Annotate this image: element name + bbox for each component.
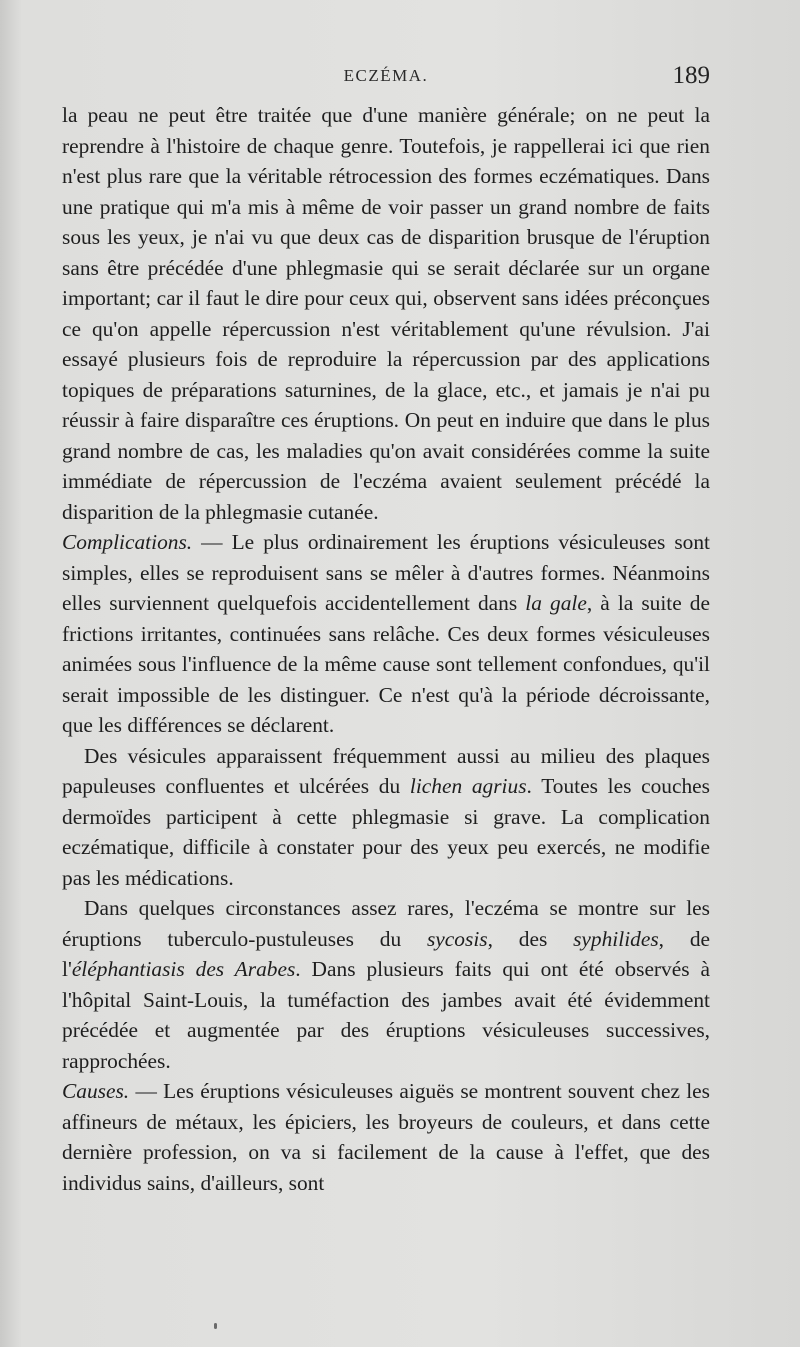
italic-term: syphilides: [573, 926, 659, 951]
page-number: 189: [672, 62, 710, 89]
paragraph-text: , à la suite de frictions irritantes, continuées sans relâche. Ces deux formes vésiculeuses animées sous l'influence de la même cause sont tellement confondues, qu'il serait impossible de les distinguer. Ce n'est qu'à la période décroissante, que les différences se déclarent.: [62, 591, 710, 737]
paragraph-text: . Toutes les couches dermoïdes participent à cette phlegmasie si grave. La complication eczématique, difficile à constater pour des yeux peu exercés, ne modifie pas les médications.: [62, 774, 710, 890]
paragraph-text: . Dans plusieurs faits qui ont été observés à l'hôpital Saint-Louis, la tuméfaction des jambes avait été évidemment précédée et augmentée par des éruptions vésiculeuses successives, rapprochées.: [62, 957, 710, 1073]
running-head: ECZÉMA.: [343, 66, 429, 85]
paragraph-text: , des: [487, 926, 574, 951]
paragraph-text: — Les éruptions vésiculeuses aiguës se montrent souvent chez les affineurs de métaux, les épiciers, les broyeurs de couleurs, et dans cette dernière profession, on va si facilement de la cause à l'effet, que des individus sains, d'ailleurs, sont: [62, 1079, 710, 1195]
paragraph-lichen: [62, 741, 710, 894]
body-text: [62, 100, 710, 1198]
paragraph-sycosis: [62, 893, 710, 1076]
italic-term: lichen agrius: [409, 774, 527, 798]
paragraph-text: Dans quelques circonstances assez rares, l'eczéma se montre sur les éruptions tuberculo-pustuleuses du: [62, 896, 710, 951]
section-lead-complications: Complications.: [62, 530, 193, 554]
section-lead-causes: Causes.: [62, 1079, 130, 1103]
paragraph-causes: [62, 1076, 710, 1198]
paragraph-text: la peau ne peut être traitée que d'une manière générale; on ne peut la reprendre à l'histoire de chaque genre. Toutefois, je rappellerai ici que rien n'est plus rare que la véritable rétrocession des formes eczématiques. Dans une pratique qui m'a mis à même de voir passer un grand nombre de faits sous les yeux, je n'ai vu que deux cas de disparition brusque de l'éruption sans être précédée d'une phlegmasie qui se serait déclarée sur un organe important; car il faut le dire pour ceux qui, observent sans idées préconçues ce qu'on appelle répercussion n'est véritablement qu'une révulsion. J'ai essayé plusieurs fois de reproduire la répercussion par des applications topiques de préparations saturnines, de la glace, etc., et jamais je n'ai pu réussir à faire disparaître ces éruptions. On peut en induire que dans le plus grand nombre de cas, les maladies qu'on avait considérées comme la suite immédiate de répercussion de l'eczéma avaient seulement précédé la disparition de la phlegmasie cutanée.: [62, 103, 710, 524]
paragraph-text: , de l': [62, 926, 711, 981]
page-header: [62, 62, 710, 96]
paragraph-text: Des vésicules apparaissent fréquemment aussi au milieu des plaques papuleuses confluentes et ulcérées du: [62, 743, 710, 798]
paragraph-retrocession: [62, 100, 710, 527]
paragraph-complications: [62, 527, 710, 741]
italic-term: éléphantiasis des Arabes: [71, 957, 296, 981]
ink-speck: [214, 1323, 217, 1329]
italic-term: la gale: [525, 591, 587, 615]
italic-term: sycosis: [426, 926, 488, 951]
paragraph-text: — Le plus ordinairement les éruptions vésiculeuses sont simples, elles se reproduisent sans se mêler à d'autres formes. Néanmoins elles surviennent quelquefois accidentellement dans: [62, 530, 710, 615]
